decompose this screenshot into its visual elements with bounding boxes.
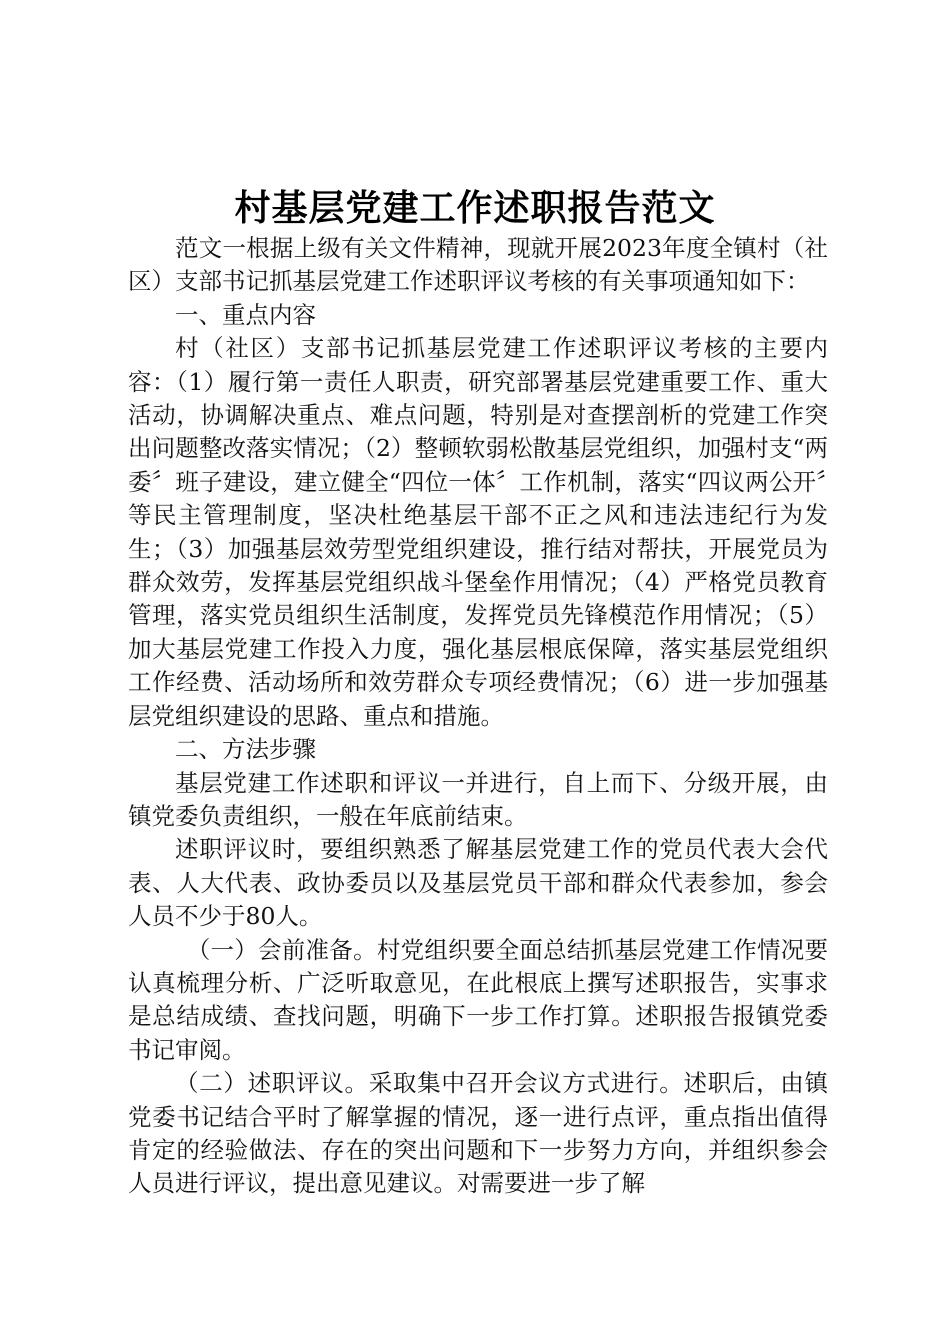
paragraph-intro: 范文一根据上级有关文件精神，现就开展2023年度全镇村（社区）支部书记抓基层党建工作述职评议考核的有关事项通知如下： xyxy=(128,234,828,296)
document-body xyxy=(128,232,828,1201)
section-heading-key-content: 一、重点内容 xyxy=(175,300,316,329)
section-heading-method-steps: 二、方法步骤 xyxy=(175,735,316,764)
paragraph-key-content: 村（社区）支部书记抓基层党建工作述职评议考核的主要内容：（1）履行第一责任人职责，研究部署基层党建重要工作、重大活动，协调解决重点、难点问题，特别是对查摆剖析的党建工作突出问题整改落实情况；（2）整顿软弱松散基层党组织，加强村支“两委〞班子建设，建立健全“四位一体〞工作机制，落实“四议两公开〞等民主管理制度，坚决杜绝基层干部不正之风和违法违纪行为发生；（3）加强基层效劳型党组织建设，推行结对帮扶，开展党员为群众效劳，发挥基层党组织战斗堡垒作用情况；（4）严格党员教育管理，落实党员组织生活制度，发挥党员先锋模范作用情况；（5）加大基层党建工作投入力度，强化基层根底保障，落实基层党组织工作经费、活动场所和效劳群众专项经费情况；（6）进一步加强基层党组织建设的思路、重点和措施。 xyxy=(128,334,828,730)
document-title: 村基层党建工作述职报告范文 xyxy=(234,187,716,229)
paragraph-preparation: （一）会前准备。村党组织要全面总结抓基层党建工作情况要认真梳理分析、广泛听取意见，在此根底上撰写述职报告，实事求是总结成绩、查找问题，明确下一步工作打算。述职报告报镇党委书记审阅。 xyxy=(128,935,828,1064)
paragraph-review: （二）述职评议。采取集中召开会议方式进行。述职后，由镇党委书记结合平时了解掌握的情况，逐一进行点评，重点指出值得肯定的经验做法、存在的突出问题和下一步努力方向，并组织参会人员进行评议，提出意见建议。对需要进一步了解 xyxy=(128,1069,828,1198)
paragraph-participants: 述职评议时，要组织熟悉了解基层党建工作的党员代表大会代表、人大代表、政协委员以及基层党员干部和群众代表参加，参会人员不少于80人。 xyxy=(128,835,828,931)
paragraph-method-overview: 基层党建工作述职和评议一并进行，自上而下、分级开展，由镇党委负责组织，一般在年底前结束。 xyxy=(128,768,828,830)
